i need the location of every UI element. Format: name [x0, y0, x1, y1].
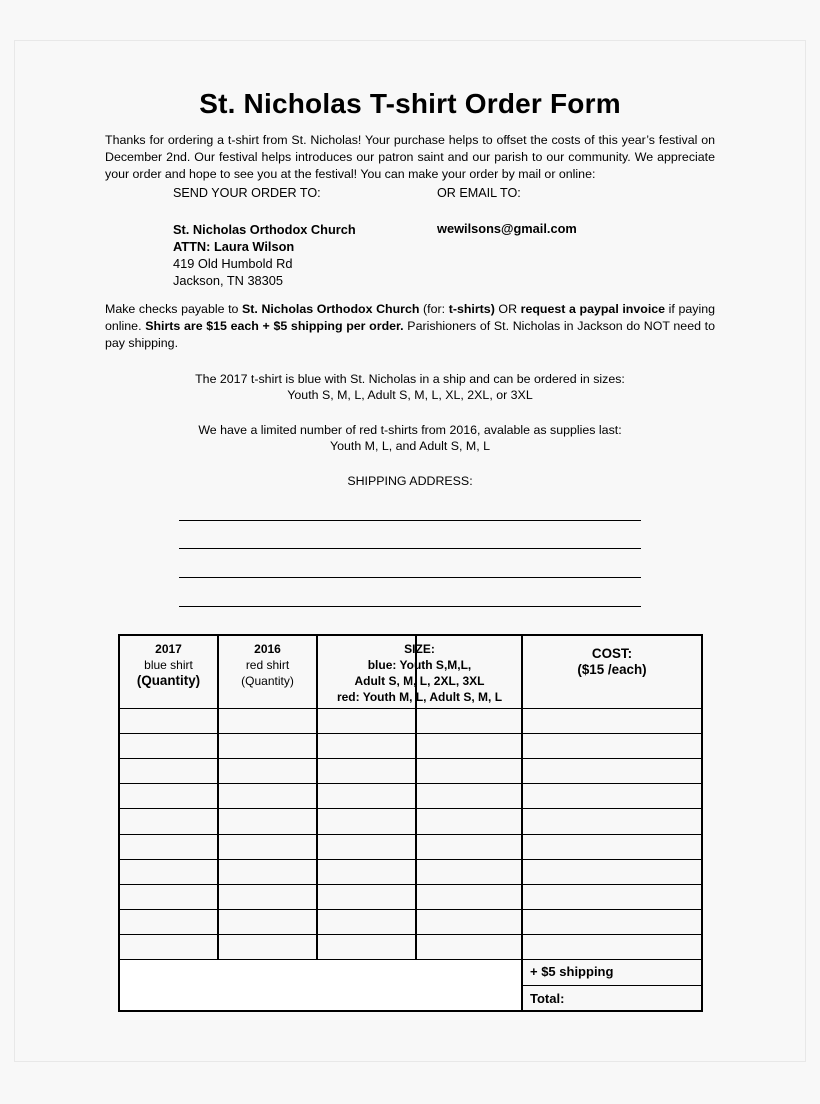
header-text: 2017	[155, 642, 182, 656]
payment-purpose: t-shirts)	[448, 302, 495, 316]
header-text: 2016	[254, 642, 281, 656]
shirts-2016-info	[0, 422, 820, 454]
shipping-address-line-1[interactable]	[179, 520, 641, 521]
shipping-fee-label: + $5 shipping	[530, 964, 614, 979]
row-divider	[120, 834, 701, 835]
city-line: Jackson, TN 38305	[173, 273, 284, 288]
paypal-note: request a paypal invoice	[520, 302, 666, 316]
mail-label: SEND YOUR ORDER TO:	[173, 186, 321, 200]
shirts-2017-line: The 2017 t-shirt is blue with St. Nicholas in a ship and can be ordered in sizes:	[195, 372, 625, 386]
row-divider	[120, 909, 701, 910]
page-title: St. Nicholas T-shirt Order Form	[199, 88, 621, 119]
header-text: red shirt	[245, 658, 290, 672]
church-name: St. Nicholas Orthodox Church	[173, 222, 356, 237]
shirts-2017-sizes: Youth S, M, L, Adult S, M, L, XL, 2XL, or 3XL	[287, 388, 533, 402]
mailing-address	[173, 221, 356, 289]
row-divider	[120, 959, 701, 960]
shirts-2016-sizes: Youth M, L, and Adult S, M, L	[329, 439, 491, 453]
row-divider	[120, 758, 701, 759]
order-table	[118, 634, 703, 1012]
row-divider	[120, 884, 701, 885]
header-text: blue shirt	[144, 658, 193, 672]
blank-summary-cell	[120, 960, 521, 1010]
payment-text: (for:	[419, 302, 449, 316]
row-divider	[120, 783, 701, 784]
payment-paragraph	[105, 301, 715, 352]
header-2017-quantity	[120, 641, 217, 689]
total-label: Total:	[530, 991, 565, 1006]
email-label: OR EMAIL TO:	[437, 186, 521, 200]
shirts-2016-line: We have a limited number of red t-shirts from 2016, avalable as supplies last:	[198, 423, 622, 437]
header-text: ($15 /each)	[577, 662, 647, 677]
price-note: Shirts are $15 each + $5 shipping per order.	[145, 319, 404, 333]
attn-line: ATTN: Laura Wilson	[173, 239, 295, 254]
email-address[interactable]: wewilsons@gmail.com	[437, 221, 577, 236]
payment-text: OR	[494, 302, 521, 316]
row-divider	[120, 859, 701, 860]
row-divider	[120, 708, 701, 709]
row-divider	[120, 808, 701, 809]
intro-paragraph: Thanks for ordering a t-shirt from St. Nicholas! Your purchase helps to offset the costs of this year’s festival on December 2nd. Our festival helps introduces our patron saint and our parish to our community. We appreciate your order and hope to see you at the festival! You can make your order by mail or online:	[105, 133, 715, 181]
row-divider	[521, 985, 701, 986]
header-size	[318, 641, 521, 705]
payment-text: Parishioners of St. Nicholas in Jackson do NOT need to pay shipping.	[105, 319, 715, 350]
row-divider	[120, 934, 701, 935]
shipping-address-label: SHIPPING ADDRESS:	[347, 474, 473, 488]
column-divider	[521, 636, 523, 1010]
header-text: (Quantity)	[241, 674, 294, 688]
header-text: Adult S, M, L, 2XL, 3XL	[354, 674, 485, 688]
row-divider	[120, 733, 701, 734]
header-text: red: Youth M, L, Adult S, M, L	[336, 690, 503, 704]
shirts-2017-info	[0, 371, 820, 403]
shipping-address-line-2[interactable]	[179, 548, 641, 549]
header-text: blue: Youth S,M,L,	[367, 658, 472, 672]
header-2016-quantity	[219, 641, 316, 689]
payment-text: if paying online.	[105, 302, 715, 333]
shipping-address-line-4[interactable]	[179, 606, 641, 607]
payee-name: St. Nicholas Orthodox Church	[242, 302, 420, 316]
header-text: (Quantity)	[136, 673, 201, 688]
shipping-address-line-3[interactable]	[179, 577, 641, 578]
payment-text: Make checks payable to	[105, 302, 243, 316]
header-text: COST:	[591, 646, 633, 661]
street-line: 419 Old Humbold Rd	[173, 256, 293, 271]
header-cost	[523, 646, 701, 678]
header-text: SIZE:	[404, 642, 435, 656]
